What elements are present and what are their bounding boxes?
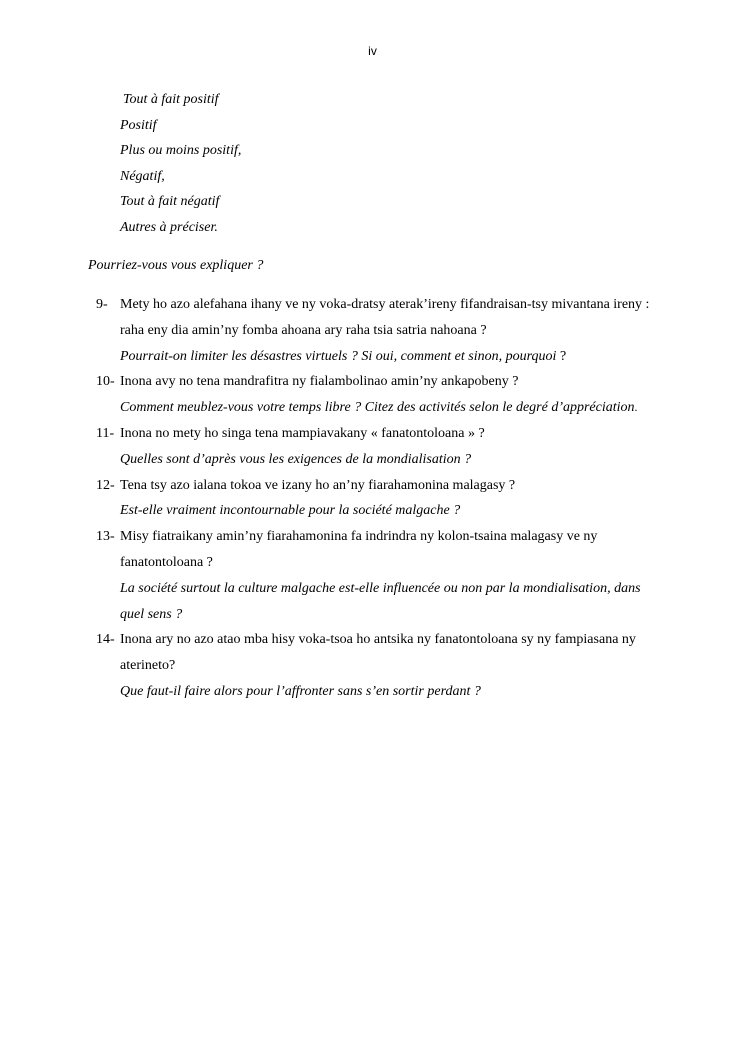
question-french-text: Comment meublez-vous votre temps libre ? Citez des activités selon le degré d’appréciation xyxy=(120,400,635,416)
explanation-prompt: Pourriez-vous vous expliquer ? xyxy=(88,258,264,273)
answer-option: Tout à fait négatif xyxy=(120,194,220,210)
question-item xyxy=(96,292,666,369)
questions-list xyxy=(96,292,666,705)
question-number: 12- xyxy=(96,477,115,493)
page-number: iv xyxy=(368,44,377,58)
question-item xyxy=(96,421,666,473)
question-malagasy: Mety ho azo alefahana ihany ve ny voka-dratsy aterak’ireny fifandraisan-tsy mivantana ireny : raha eny dia amin’ny fomba ahoana ary raha tsia satria nahoana ? xyxy=(120,297,650,338)
question-french-text: La société surtout la culture malgache est-elle influencée ou non par la mondialisation, dans quel sens ? xyxy=(120,580,641,622)
question-french-text: Est-elle vraiment incontournable pour la société malgache ? xyxy=(120,503,461,519)
question-french xyxy=(120,395,666,421)
question-french xyxy=(120,679,666,705)
answer-option: Plus ou moins positif, xyxy=(120,143,242,159)
answer-options-list xyxy=(120,87,241,241)
question-french xyxy=(120,498,666,524)
question-item xyxy=(96,369,666,421)
question-french-text: Que faut-il faire alors pour l’affronter sans s’en sortir perdant ? xyxy=(120,683,481,699)
question-item xyxy=(96,524,666,627)
question-french-tail: . xyxy=(634,400,638,415)
question-french-tail: ? xyxy=(556,348,567,364)
question-malagasy: Misy fiatraikany amin’ny fiarahamonina fa indrindra ny kolon-tsaina malagasy ve ny fanatontoloana ? xyxy=(120,529,598,570)
answer-option: Positif xyxy=(120,117,157,133)
question-number: 11- xyxy=(96,425,115,441)
question-item xyxy=(96,473,666,525)
question-french xyxy=(120,576,666,628)
question-malagasy: Inona avy no tena mandrafitra ny fialambolinao amin’ny ankapobeny ? xyxy=(120,374,519,390)
question-number: 10- xyxy=(96,374,115,390)
question-french-text: Quelles sont d’après vous les exigences de la mondialisation ? xyxy=(120,451,472,467)
question-number: 9- xyxy=(96,297,108,312)
question-number: 13- xyxy=(96,529,115,545)
question-french xyxy=(120,447,666,473)
answer-option: Tout à fait positif xyxy=(123,92,219,107)
question-malagasy: Inona ary no azo atao mba hisy voka-tsoa ho antsika ny fanatontoloana sy ny fampiasana ny aterineto? xyxy=(120,632,636,674)
question-french xyxy=(120,344,666,370)
answer-option: Négatif, xyxy=(120,168,165,184)
question-french-text: Pourrait-on limiter les désastres virtuels ? Si oui, comment et sinon, pourquoi xyxy=(120,348,557,364)
question-item xyxy=(96,627,666,704)
question-number: 14- xyxy=(96,632,115,648)
answer-option: Autres à préciser. xyxy=(120,219,218,235)
question-malagasy: Tena tsy azo ialana tokoa ve izany ho an’ny fiarahamonina malagasy ? xyxy=(120,477,516,493)
question-malagasy: Inona no mety ho singa tena mampiavakany « fanatontoloana » ? xyxy=(120,425,485,441)
